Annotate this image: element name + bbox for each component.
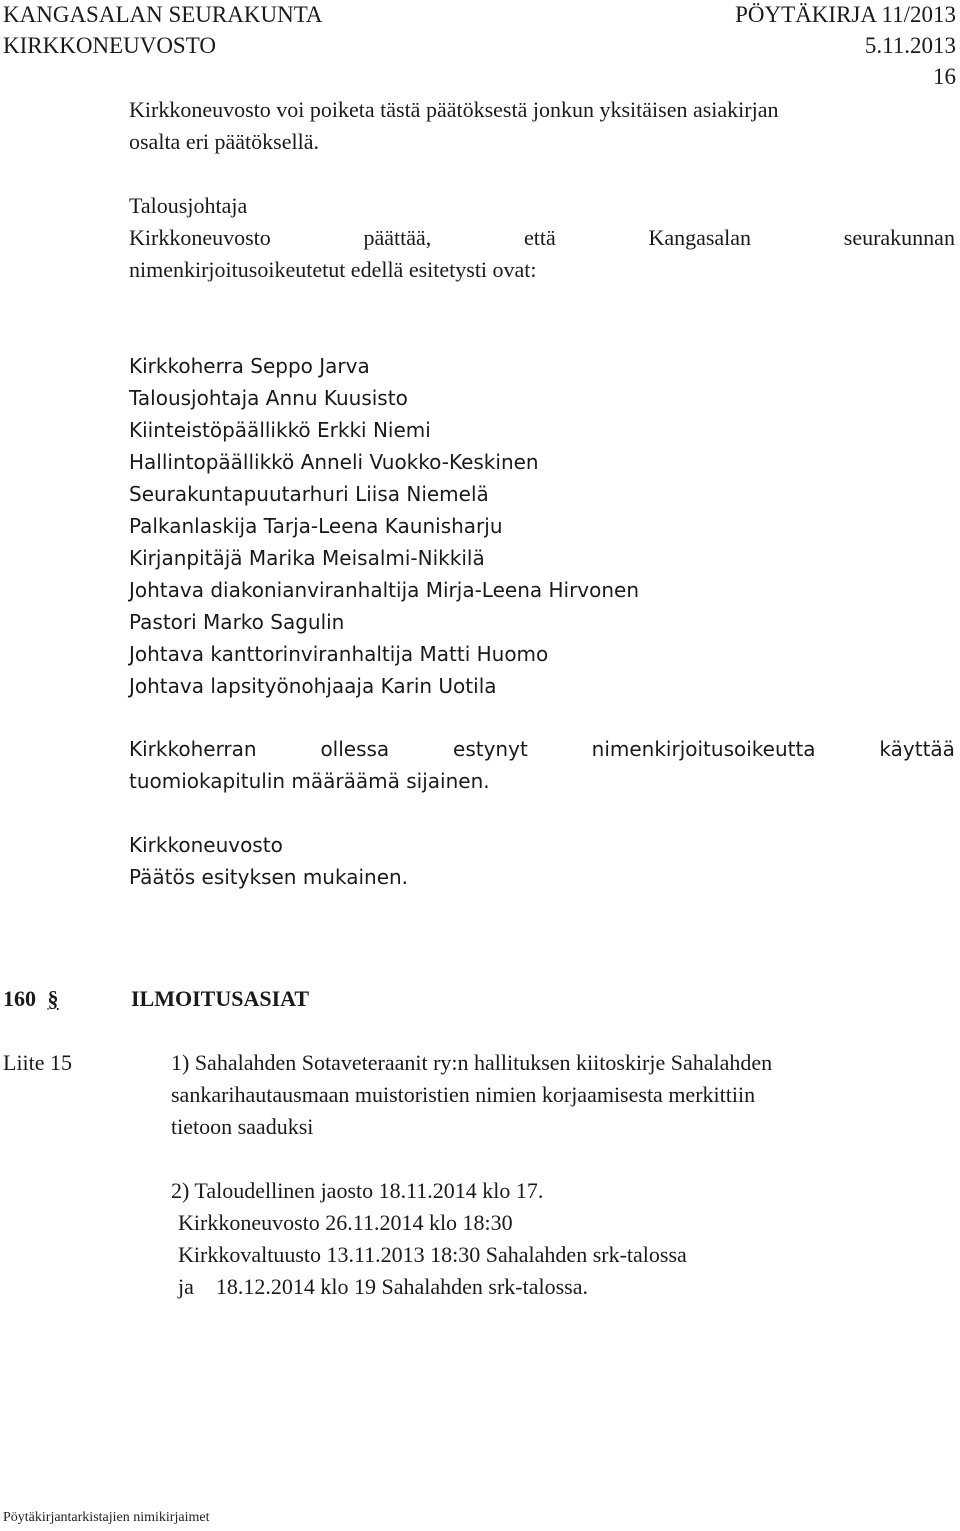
proposal-word: Kirkkoneuvosto xyxy=(129,225,271,250)
signatory-item: Kirkkoherra Seppo Jarva xyxy=(129,354,370,378)
notice-line: 1) Sahalahden Sotaveteraanit ry:n hallituksen kiitoskirje Sahalahden xyxy=(171,1050,773,1075)
section-title: ILMOITUSASIAT xyxy=(131,986,310,1011)
header-organization: KANGASALAN SEURAKUNTA xyxy=(3,2,323,27)
substitute-word: Kirkkoherran xyxy=(129,737,257,761)
attachment-label: Liite 15 xyxy=(3,1050,73,1075)
substitute-word: nimenkirjoitusoikeutta xyxy=(591,737,816,761)
substitute-line xyxy=(129,733,955,765)
proposal-line: nimenkirjoitusoikeutetut edellä esitetysti ovat: xyxy=(129,257,537,282)
intro-line: osalta eri päätöksellä. xyxy=(129,129,319,154)
section-number: 160 xyxy=(3,986,36,1011)
signatory-item: Johtava kanttorinviranhaltija Matti Huomo xyxy=(129,642,549,666)
intro-line: Kirkkoneuvosto voi poiketa tästä päätöksestä jonkun yksitäisen asiakirjan xyxy=(129,97,779,122)
signatory-item: Palkanlaskija Tarja-Leena Kaunisharju xyxy=(129,514,503,538)
proposal-word: päättää, xyxy=(363,225,432,250)
decision-section xyxy=(129,829,408,893)
notice-line: ja 18.12.2014 klo 19 Sahalahden srk-talossa. xyxy=(178,1274,588,1299)
decision-label: Kirkkoneuvosto xyxy=(129,833,283,857)
proposal-word: että xyxy=(523,225,556,250)
signatory-item: Johtava diakonianviranhaltija Mirja-Leena Hirvonen xyxy=(129,578,640,602)
signatory-item: Talousjohtaja Annu Kuusisto xyxy=(129,386,408,410)
header-document-title: PÖYTÄKIRJA 11/2013 xyxy=(735,2,956,27)
notice-line: Kirkkoneuvosto 26.11.2014 klo 18:30 xyxy=(178,1210,513,1235)
notice-item-1 xyxy=(171,1047,772,1143)
signatory-item: Kiinteistöpäällikkö Erkki Niemi xyxy=(129,418,431,442)
proposal-label: Talousjohtaja xyxy=(129,193,248,218)
header-body: KIRKKONEUVOSTO xyxy=(3,33,216,58)
notice-line: tietoon saaduksi xyxy=(171,1114,314,1139)
footer-initials-label: Pöytäkirjantarkistajien nimikirjaimet xyxy=(3,1510,210,1525)
substitute-word: estynyt xyxy=(453,737,528,761)
intro-paragraph xyxy=(129,94,778,158)
proposal-word: seurakunnan xyxy=(843,225,955,250)
proposal-word: Kangasalan xyxy=(648,225,752,250)
section-symbol: § xyxy=(47,986,59,1011)
header-date: 5.11.2013 xyxy=(864,33,956,58)
proposal-line xyxy=(129,222,955,254)
substitute-line: tuomiokapitulin määräämä sijainen. xyxy=(129,769,490,793)
notice-line: 2) Taloudellinen jaosto 18.11.2014 klo 17. xyxy=(171,1178,544,1203)
signatory-item: Johtava lapsityönohjaaja Karin Uotila xyxy=(129,674,497,698)
substitute-word: käyttää xyxy=(879,737,955,761)
substitute-paragraph xyxy=(129,733,955,797)
notice-line: Kirkkovaltuusto 13.11.2013 18:30 Sahalahden srk-talossa xyxy=(178,1242,687,1267)
signatory-item: Kirjanpitäjä Marika Meisalmi-Nikkilä xyxy=(129,546,485,570)
signatory-item: Hallintopäällikkö Anneli Vuokko-Keskinen xyxy=(129,450,539,474)
signatory-list xyxy=(129,350,639,702)
decision-text: Päätös esityksen mukainen. xyxy=(129,865,409,889)
page-number: 16 xyxy=(933,64,956,89)
section-heading xyxy=(3,983,59,1015)
substitute-word: ollessa xyxy=(320,737,390,761)
signatory-item: Pastori Marko Sagulin xyxy=(129,610,345,634)
proposal-section xyxy=(129,190,955,286)
signatory-item: Seurakuntapuutarhuri Liisa Niemelä xyxy=(129,482,489,506)
notice-item-2 xyxy=(171,1175,687,1303)
notice-line: sankarihautausmaan muistoristien nimien korjaamisesta merkittiin xyxy=(171,1082,756,1107)
